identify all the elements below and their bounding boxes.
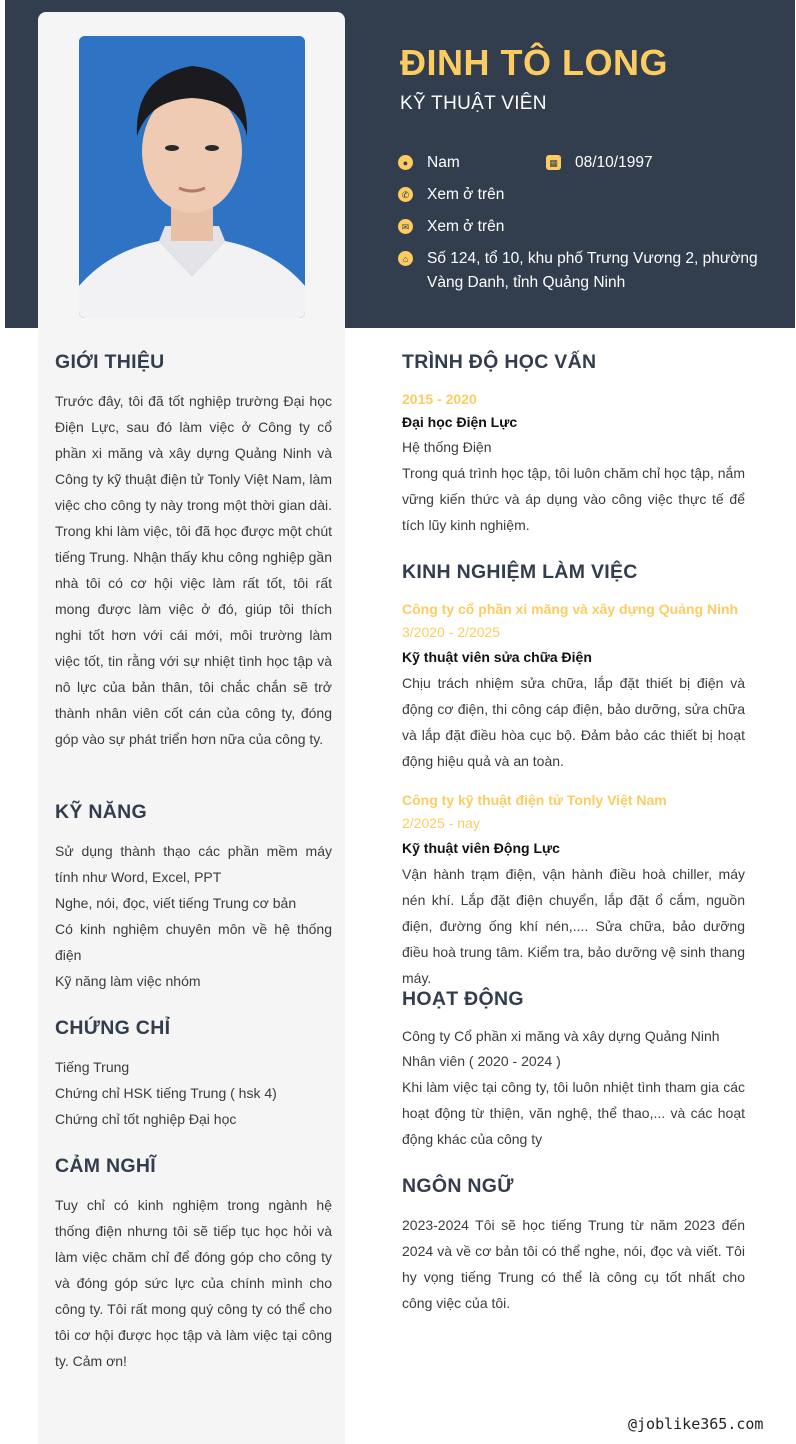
activities-desc: Khi làm việc tại công ty, tôi luôn nhiệt tình tham gia các hoạt động từ thiện, văn nghệ, thể thao,... và các hoạt động khác của công ty xyxy=(402,1079,745,1147)
thanks-text: Tuy chỉ có kinh nghiệm trong ngành hệ thống điện nhưng tôi sẽ tiếp tục học hỏi và làm việc chăm chỉ để đóng góp cho công ty và đóng góp sức lực của chính mình cho công ty. Tôi rất mong quý công ty có thể cho tôi cơ hội được học tập và làm việc tại công ty. Cảm ơn! xyxy=(55,1197,332,1369)
language-heading: NGÔN NGỮ xyxy=(402,1175,514,1197)
activities-company: Công ty Cổ phần xi măng và xây dựng Quảng Ninh xyxy=(402,1028,720,1044)
activities-heading: HOẠT ĐỘNG xyxy=(402,988,524,1010)
education-school: Đại học Điện Lực xyxy=(402,414,518,430)
intro-heading: GIỚI THIỆU xyxy=(55,351,165,373)
job2-period: 2/2025 - nay xyxy=(402,815,480,831)
education-heading: TRÌNH ĐỘ HỌC VẤN xyxy=(402,351,597,373)
job2-company: Công ty kỹ thuật điện tử Tonly Việt Nam xyxy=(402,792,667,808)
user-icon: ● xyxy=(398,155,413,170)
job1-period: 3/2020 - 2/2025 xyxy=(402,624,501,640)
job1-company: Công ty cổ phần xi măng và xây dựng Quảng Ninh xyxy=(402,601,739,617)
candidate-name: ĐINH TÔ LONG xyxy=(400,42,668,83)
education-period: 2015 - 2020 xyxy=(402,391,477,407)
skill-item: Nghe, nói, đọc, viết tiếng Trung cơ bản xyxy=(55,895,297,911)
phone-value: Xem ở trên xyxy=(427,186,505,203)
activities-role: Nhân viên ( 2020 - 2024 ) xyxy=(402,1053,561,1069)
contact-address xyxy=(398,247,758,295)
skill-item: Sử dụng thành thạo các phần mềm máy tính như Word, Excel, PPT xyxy=(55,843,332,885)
watermark: @joblike365.com xyxy=(628,1415,764,1433)
thanks-heading: CẢM NGHĨ xyxy=(55,1155,156,1177)
experience-heading: KINH NGHIỆM LÀM VIỆC xyxy=(402,561,638,583)
language-text: 2023-2024 Tôi sẽ học tiếng Trung từ năm 2023 đến 2024 và về cơ bản tôi có thể nghe, nói, đọc và viết. Tôi hy vọng tiếng Trung có thể là công cụ tốt nhất cho công việc của tôi. xyxy=(402,1217,745,1311)
skill-item: Có kinh nghiệm chuyên môn về hệ thống điện xyxy=(55,921,332,963)
email-value: Xem ở trên xyxy=(427,218,505,235)
skill-item: Kỹ năng làm việc nhóm xyxy=(55,973,201,989)
cert-item: Tiếng Trung xyxy=(55,1059,130,1075)
contact-email xyxy=(398,215,504,239)
address-line-2: Vàng Danh, tỉnh Quảng Ninh xyxy=(427,274,626,291)
contact-dob xyxy=(546,151,653,175)
education-desc: Trong quá trình học tập, tôi luôn chăm chỉ học tập, nắm vững kiến thức và áp dụng vào công việc thực tế để tích lũy kinh nghiệm. xyxy=(402,465,745,533)
mail-icon: ✉ xyxy=(398,219,413,234)
skills-heading: KỸ NĂNG xyxy=(55,801,148,823)
contact-phone xyxy=(398,183,504,207)
address-line-1: Số 124, tổ 10, khu phố Trưng Vương 2, phường xyxy=(427,250,758,267)
job2-desc: Vận hành trạm điện, vận hành điều hoà chiller, máy nén khí. Lắp đặt điện chuyển, lắp đặt ổ cắm, nguồn điện, đường ống khí nén,.... Sửa chữa, bảo dưỡng điều hoà trung tâm. Kiểm tra, bảo dưỡng vệ sinh thang máy. xyxy=(402,866,745,986)
gender-value: Nam xyxy=(427,154,460,171)
cert-item: Chứng chỉ tốt nghiệp Đại học xyxy=(55,1111,237,1127)
intro-text: Trước đây, tôi đã tốt nghiệp trường Đại học Điện Lực, sau đó làm việc ở Công ty cổ phần xi măng và xây dựng Quảng Ninh và Công ty kỹ thuật điện tử Tonly Việt Nam, làm việc cho công ty này trong một thời gian dài. Trong khi làm việc, tôi đã học được một chút tiếng Trung. Nhận thấy khu công nghiệp gần nhà tôi có cơ hội việc làm rất tốt, tôi rất mong được làm việc ở đó, giúp tôi thích nghi tốt hơn với cái mới, môi trường làm việc tốt, tin rằng với sự nhiệt tình học tập và nô lực của bản thân, tôi chắc chắn sẽ trở thành nhân viên cốt cán của công ty, đóng góp vào sự phát triển hơn nữa của công ty. xyxy=(55,393,332,747)
certs-heading: CHỨNG CHỈ xyxy=(55,1017,171,1039)
education-major: Hệ thống Điện xyxy=(402,439,492,455)
home-icon: ⌂ xyxy=(398,251,413,266)
cert-item: Chứng chỉ HSK tiếng Trung ( hsk 4) xyxy=(55,1085,277,1101)
calendar-icon: ▦ xyxy=(546,155,561,170)
job1-desc: Chịu trách nhiệm sửa chữa, lắp đặt thiết bị điện và động cơ điện, thi công cáp điện, bảo dưỡng, sửa chữa và lắp đặt điều hòa cục bộ. Đảm bảo các thiết bị hoạt động hiệu quả và an toàn. xyxy=(402,675,745,769)
job1-role: Kỹ thuật viên sửa chữa Điện xyxy=(402,649,592,665)
job-title: KỸ THUẬT VIÊN xyxy=(400,93,547,114)
dob-value: 08/10/1997 xyxy=(575,154,653,171)
profile-photo xyxy=(79,36,305,318)
contact-gender xyxy=(398,151,460,175)
phone-icon: ✆ xyxy=(398,187,413,202)
job2-role: Kỹ thuật viên Động Lực xyxy=(402,840,560,856)
